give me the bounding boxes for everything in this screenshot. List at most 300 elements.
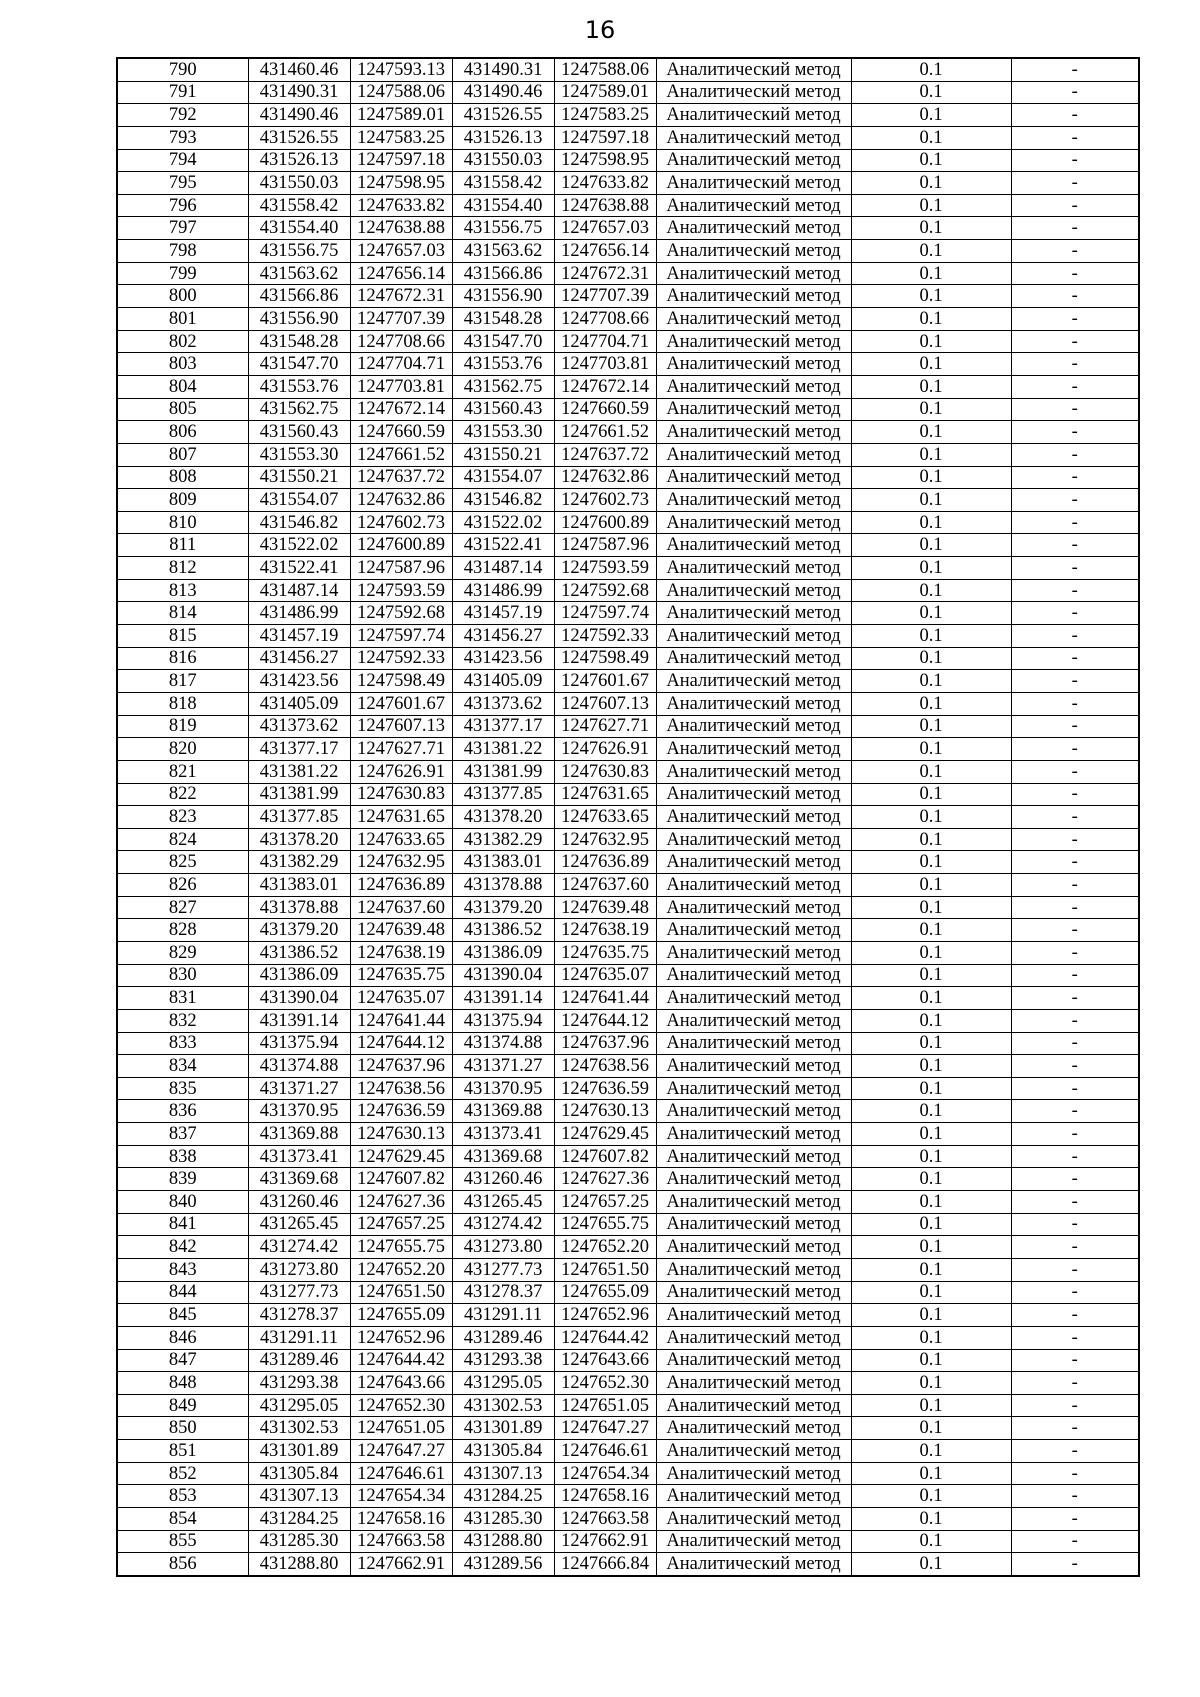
empty-mark-cell: - bbox=[1011, 421, 1139, 444]
accuracy-cell: 0.1 bbox=[851, 1145, 1011, 1168]
accuracy-cell: 0.1 bbox=[851, 330, 1011, 353]
y-end-cell: 1247588.06 bbox=[554, 58, 656, 81]
table-row bbox=[117, 896, 1139, 919]
empty-mark-cell: - bbox=[1011, 308, 1139, 331]
y-start-cell: 1247583.25 bbox=[350, 126, 452, 149]
x-start-cell: 431307.13 bbox=[248, 1485, 350, 1508]
point-number-cell: 855 bbox=[117, 1530, 248, 1553]
y-end-cell: 1247657.25 bbox=[554, 1191, 656, 1214]
x-start-cell: 431554.40 bbox=[248, 217, 350, 240]
empty-mark-cell: - bbox=[1011, 1258, 1139, 1281]
x-end-cell: 431274.42 bbox=[452, 1213, 554, 1236]
table-row bbox=[117, 1145, 1139, 1168]
empty-mark-cell: - bbox=[1011, 104, 1139, 127]
empty-mark-cell: - bbox=[1011, 262, 1139, 285]
y-end-cell: 1247587.96 bbox=[554, 534, 656, 557]
x-end-cell: 431550.21 bbox=[452, 443, 554, 466]
y-start-cell: 1247638.88 bbox=[350, 217, 452, 240]
method-cell: Аналитический метод bbox=[656, 602, 851, 625]
x-start-cell: 431566.86 bbox=[248, 285, 350, 308]
method-cell: Аналитический метод bbox=[656, 511, 851, 534]
point-number-cell: 805 bbox=[117, 398, 248, 421]
empty-mark-cell: - bbox=[1011, 1077, 1139, 1100]
method-cell: Аналитический метод bbox=[656, 330, 851, 353]
empty-mark-cell: - bbox=[1011, 602, 1139, 625]
accuracy-cell: 0.1 bbox=[851, 1032, 1011, 1055]
table-row bbox=[117, 964, 1139, 987]
method-cell: Аналитический метод bbox=[656, 896, 851, 919]
empty-mark-cell: - bbox=[1011, 81, 1139, 104]
table-row bbox=[117, 285, 1139, 308]
x-end-cell: 431301.89 bbox=[452, 1417, 554, 1440]
x-end-cell: 431487.14 bbox=[452, 557, 554, 580]
accuracy-cell: 0.1 bbox=[851, 1077, 1011, 1100]
y-start-cell: 1247627.36 bbox=[350, 1191, 452, 1214]
point-number-cell: 808 bbox=[117, 466, 248, 489]
method-cell: Аналитический метод bbox=[656, 874, 851, 897]
empty-mark-cell: - bbox=[1011, 1055, 1139, 1078]
empty-mark-cell: - bbox=[1011, 1553, 1139, 1576]
table-row bbox=[117, 511, 1139, 534]
point-number-cell: 828 bbox=[117, 919, 248, 942]
y-end-cell: 1247636.59 bbox=[554, 1077, 656, 1100]
empty-mark-cell: - bbox=[1011, 1281, 1139, 1304]
method-cell: Аналитический метод bbox=[656, 194, 851, 217]
y-start-cell: 1247631.65 bbox=[350, 806, 452, 829]
y-end-cell: 1247661.52 bbox=[554, 421, 656, 444]
point-number-cell: 852 bbox=[117, 1462, 248, 1485]
y-start-cell: 1247601.67 bbox=[350, 692, 452, 715]
y-start-cell: 1247598.95 bbox=[350, 172, 452, 195]
method-cell: Аналитический метод bbox=[656, 1349, 851, 1372]
x-start-cell: 431377.17 bbox=[248, 738, 350, 761]
x-end-cell: 431284.25 bbox=[452, 1485, 554, 1508]
table-row bbox=[117, 240, 1139, 263]
accuracy-cell: 0.1 bbox=[851, 285, 1011, 308]
y-start-cell: 1247641.44 bbox=[350, 1009, 452, 1032]
empty-mark-cell: - bbox=[1011, 941, 1139, 964]
y-end-cell: 1247583.25 bbox=[554, 104, 656, 127]
x-start-cell: 431382.29 bbox=[248, 851, 350, 874]
y-start-cell: 1247598.49 bbox=[350, 670, 452, 693]
x-end-cell: 431554.40 bbox=[452, 194, 554, 217]
table-row bbox=[117, 1349, 1139, 1372]
accuracy-cell: 0.1 bbox=[851, 240, 1011, 263]
x-start-cell: 431383.01 bbox=[248, 874, 350, 897]
accuracy-cell: 0.1 bbox=[851, 987, 1011, 1010]
y-start-cell: 1247592.68 bbox=[350, 602, 452, 625]
x-start-cell: 431381.99 bbox=[248, 783, 350, 806]
x-end-cell: 431305.84 bbox=[452, 1440, 554, 1463]
point-number-cell: 801 bbox=[117, 308, 248, 331]
table-row bbox=[117, 557, 1139, 580]
x-start-cell: 431278.37 bbox=[248, 1304, 350, 1327]
table-row bbox=[117, 1236, 1139, 1259]
y-start-cell: 1247638.56 bbox=[350, 1077, 452, 1100]
y-start-cell: 1247639.48 bbox=[350, 919, 452, 942]
accuracy-cell: 0.1 bbox=[851, 1191, 1011, 1214]
x-end-cell: 431553.30 bbox=[452, 421, 554, 444]
y-end-cell: 1247672.31 bbox=[554, 262, 656, 285]
y-end-cell: 1247592.68 bbox=[554, 579, 656, 602]
accuracy-cell: 0.1 bbox=[851, 1349, 1011, 1372]
y-start-cell: 1247592.33 bbox=[350, 647, 452, 670]
x-end-cell: 431423.56 bbox=[452, 647, 554, 670]
x-start-cell: 431390.04 bbox=[248, 987, 350, 1010]
y-start-cell: 1247661.52 bbox=[350, 443, 452, 466]
point-number-cell: 851 bbox=[117, 1440, 248, 1463]
table-row bbox=[117, 1213, 1139, 1236]
point-number-cell: 819 bbox=[117, 715, 248, 738]
x-start-cell: 431391.14 bbox=[248, 1009, 350, 1032]
method-cell: Аналитический метод bbox=[656, 217, 851, 240]
table-row bbox=[117, 1055, 1139, 1078]
y-start-cell: 1247630.13 bbox=[350, 1123, 452, 1146]
table-row bbox=[117, 625, 1139, 648]
y-end-cell: 1247703.81 bbox=[554, 353, 656, 376]
empty-mark-cell: - bbox=[1011, 987, 1139, 1010]
method-cell: Аналитический метод bbox=[656, 172, 851, 195]
table-row bbox=[117, 353, 1139, 376]
empty-mark-cell: - bbox=[1011, 1191, 1139, 1214]
x-end-cell: 431456.27 bbox=[452, 625, 554, 648]
table-row bbox=[117, 874, 1139, 897]
x-end-cell: 431562.75 bbox=[452, 375, 554, 398]
x-start-cell: 431373.62 bbox=[248, 715, 350, 738]
y-start-cell: 1247646.61 bbox=[350, 1462, 452, 1485]
point-number-cell: 838 bbox=[117, 1145, 248, 1168]
y-start-cell: 1247637.72 bbox=[350, 466, 452, 489]
accuracy-cell: 0.1 bbox=[851, 466, 1011, 489]
accuracy-cell: 0.1 bbox=[851, 421, 1011, 444]
x-end-cell: 431375.94 bbox=[452, 1009, 554, 1032]
accuracy-cell: 0.1 bbox=[851, 172, 1011, 195]
y-end-cell: 1247639.48 bbox=[554, 896, 656, 919]
method-cell: Аналитический метод bbox=[656, 579, 851, 602]
method-cell: Аналитический метод bbox=[656, 489, 851, 512]
table-row bbox=[117, 1372, 1139, 1395]
x-start-cell: 431291.11 bbox=[248, 1326, 350, 1349]
y-end-cell: 1247635.75 bbox=[554, 941, 656, 964]
y-start-cell: 1247704.71 bbox=[350, 353, 452, 376]
table-row bbox=[117, 466, 1139, 489]
method-cell: Аналитический метод bbox=[656, 1055, 851, 1078]
method-cell: Аналитический метод bbox=[656, 398, 851, 421]
x-start-cell: 431374.88 bbox=[248, 1055, 350, 1078]
accuracy-cell: 0.1 bbox=[851, 443, 1011, 466]
y-start-cell: 1247632.86 bbox=[350, 489, 452, 512]
y-end-cell: 1247646.61 bbox=[554, 1440, 656, 1463]
point-number-cell: 847 bbox=[117, 1349, 248, 1372]
accuracy-cell: 0.1 bbox=[851, 1508, 1011, 1531]
point-number-cell: 842 bbox=[117, 1236, 248, 1259]
x-end-cell: 431377.85 bbox=[452, 783, 554, 806]
point-number-cell: 790 bbox=[117, 58, 248, 81]
point-number-cell: 854 bbox=[117, 1508, 248, 1531]
method-cell: Аналитический метод bbox=[656, 58, 851, 81]
method-cell: Аналитический метод bbox=[656, 1372, 851, 1395]
x-end-cell: 431526.55 bbox=[452, 104, 554, 127]
empty-mark-cell: - bbox=[1011, 1213, 1139, 1236]
y-start-cell: 1247602.73 bbox=[350, 511, 452, 534]
table-row bbox=[117, 194, 1139, 217]
y-end-cell: 1247607.13 bbox=[554, 692, 656, 715]
x-start-cell: 431302.53 bbox=[248, 1417, 350, 1440]
x-end-cell: 431550.03 bbox=[452, 149, 554, 172]
y-start-cell: 1247654.34 bbox=[350, 1485, 452, 1508]
table-row bbox=[117, 217, 1139, 240]
accuracy-cell: 0.1 bbox=[851, 81, 1011, 104]
point-number-cell: 831 bbox=[117, 987, 248, 1010]
method-cell: Аналитический метод bbox=[656, 149, 851, 172]
y-end-cell: 1247654.34 bbox=[554, 1462, 656, 1485]
y-end-cell: 1247592.33 bbox=[554, 625, 656, 648]
y-end-cell: 1247647.27 bbox=[554, 1417, 656, 1440]
x-start-cell: 431526.13 bbox=[248, 149, 350, 172]
table-row bbox=[117, 1100, 1139, 1123]
table-row bbox=[117, 738, 1139, 761]
x-start-cell: 431288.80 bbox=[248, 1553, 350, 1576]
y-start-cell: 1247703.81 bbox=[350, 375, 452, 398]
table-row bbox=[117, 1530, 1139, 1553]
y-end-cell: 1247598.95 bbox=[554, 149, 656, 172]
empty-mark-cell: - bbox=[1011, 1417, 1139, 1440]
table-row bbox=[117, 1168, 1139, 1191]
method-cell: Аналитический метод bbox=[656, 421, 851, 444]
y-end-cell: 1247629.45 bbox=[554, 1123, 656, 1146]
y-end-cell: 1247652.96 bbox=[554, 1304, 656, 1327]
method-cell: Аналитический метод bbox=[656, 104, 851, 127]
x-end-cell: 431546.82 bbox=[452, 489, 554, 512]
point-number-cell: 834 bbox=[117, 1055, 248, 1078]
table-row bbox=[117, 1077, 1139, 1100]
empty-mark-cell: - bbox=[1011, 896, 1139, 919]
table-row bbox=[117, 1417, 1139, 1440]
x-start-cell: 431373.41 bbox=[248, 1145, 350, 1168]
y-end-cell: 1247633.82 bbox=[554, 172, 656, 195]
method-cell: Аналитический метод bbox=[656, 375, 851, 398]
x-start-cell: 431556.90 bbox=[248, 308, 350, 331]
x-start-cell: 431386.09 bbox=[248, 964, 350, 987]
method-cell: Аналитический метод bbox=[656, 783, 851, 806]
method-cell: Аналитический метод bbox=[656, 760, 851, 783]
y-start-cell: 1247630.83 bbox=[350, 783, 452, 806]
y-start-cell: 1247607.82 bbox=[350, 1168, 452, 1191]
method-cell: Аналитический метод bbox=[656, 851, 851, 874]
empty-mark-cell: - bbox=[1011, 285, 1139, 308]
table-row bbox=[117, 1009, 1139, 1032]
y-end-cell: 1247631.65 bbox=[554, 783, 656, 806]
y-start-cell: 1247597.18 bbox=[350, 149, 452, 172]
point-number-cell: 814 bbox=[117, 602, 248, 625]
y-end-cell: 1247672.14 bbox=[554, 375, 656, 398]
empty-mark-cell: - bbox=[1011, 240, 1139, 263]
method-cell: Аналитический метод bbox=[656, 1236, 851, 1259]
y-start-cell: 1247636.89 bbox=[350, 874, 452, 897]
empty-mark-cell: - bbox=[1011, 443, 1139, 466]
y-end-cell: 1247660.59 bbox=[554, 398, 656, 421]
x-end-cell: 431289.56 bbox=[452, 1553, 554, 1576]
x-end-cell: 431526.13 bbox=[452, 126, 554, 149]
x-start-cell: 431273.80 bbox=[248, 1258, 350, 1281]
y-start-cell: 1247708.66 bbox=[350, 330, 452, 353]
x-start-cell: 431423.56 bbox=[248, 670, 350, 693]
point-number-cell: 802 bbox=[117, 330, 248, 353]
x-start-cell: 431260.46 bbox=[248, 1191, 350, 1214]
accuracy-cell: 0.1 bbox=[851, 1394, 1011, 1417]
y-start-cell: 1247597.74 bbox=[350, 625, 452, 648]
table-row bbox=[117, 421, 1139, 444]
x-end-cell: 431405.09 bbox=[452, 670, 554, 693]
accuracy-cell: 0.1 bbox=[851, 783, 1011, 806]
y-start-cell: 1247587.96 bbox=[350, 557, 452, 580]
x-start-cell: 431460.46 bbox=[248, 58, 350, 81]
x-end-cell: 431566.86 bbox=[452, 262, 554, 285]
x-start-cell: 431284.25 bbox=[248, 1508, 350, 1531]
accuracy-cell: 0.1 bbox=[851, 625, 1011, 648]
point-number-cell: 795 bbox=[117, 172, 248, 195]
y-start-cell: 1247636.59 bbox=[350, 1100, 452, 1123]
table-row bbox=[117, 58, 1139, 81]
empty-mark-cell: - bbox=[1011, 194, 1139, 217]
x-end-cell: 431260.46 bbox=[452, 1168, 554, 1191]
y-start-cell: 1247672.31 bbox=[350, 285, 452, 308]
point-number-cell: 811 bbox=[117, 534, 248, 557]
x-end-cell: 431302.53 bbox=[452, 1394, 554, 1417]
accuracy-cell: 0.1 bbox=[851, 1281, 1011, 1304]
table-row bbox=[117, 489, 1139, 512]
y-start-cell: 1247655.09 bbox=[350, 1304, 452, 1327]
accuracy-cell: 0.1 bbox=[851, 104, 1011, 127]
method-cell: Аналитический метод bbox=[656, 1485, 851, 1508]
y-end-cell: 1247656.14 bbox=[554, 240, 656, 263]
accuracy-cell: 0.1 bbox=[851, 557, 1011, 580]
accuracy-cell: 0.1 bbox=[851, 896, 1011, 919]
table-row bbox=[117, 579, 1139, 602]
table-row bbox=[117, 126, 1139, 149]
table-row bbox=[117, 1281, 1139, 1304]
y-end-cell: 1247638.56 bbox=[554, 1055, 656, 1078]
accuracy-cell: 0.1 bbox=[851, 1168, 1011, 1191]
point-number-cell: 804 bbox=[117, 375, 248, 398]
accuracy-cell: 0.1 bbox=[851, 149, 1011, 172]
empty-mark-cell: - bbox=[1011, 217, 1139, 240]
empty-mark-cell: - bbox=[1011, 874, 1139, 897]
empty-mark-cell: - bbox=[1011, 625, 1139, 648]
y-start-cell: 1247707.39 bbox=[350, 308, 452, 331]
method-cell: Аналитический метод bbox=[656, 670, 851, 693]
y-end-cell: 1247707.39 bbox=[554, 285, 656, 308]
x-end-cell: 431277.73 bbox=[452, 1258, 554, 1281]
x-end-cell: 431553.76 bbox=[452, 353, 554, 376]
empty-mark-cell: - bbox=[1011, 375, 1139, 398]
accuracy-cell: 0.1 bbox=[851, 194, 1011, 217]
point-number-cell: 816 bbox=[117, 647, 248, 670]
empty-mark-cell: - bbox=[1011, 579, 1139, 602]
method-cell: Аналитический метод bbox=[656, 806, 851, 829]
y-start-cell: 1247637.60 bbox=[350, 896, 452, 919]
y-start-cell: 1247626.91 bbox=[350, 760, 452, 783]
table-row bbox=[117, 1394, 1139, 1417]
page-number: 16 bbox=[584, 16, 616, 44]
method-cell: Аналитический метод bbox=[656, 1009, 851, 1032]
table-row bbox=[117, 1032, 1139, 1055]
table-row bbox=[117, 760, 1139, 783]
x-end-cell: 431556.75 bbox=[452, 217, 554, 240]
y-end-cell: 1247589.01 bbox=[554, 81, 656, 104]
x-start-cell: 431375.94 bbox=[248, 1032, 350, 1055]
empty-mark-cell: - bbox=[1011, 1485, 1139, 1508]
y-end-cell: 1247597.18 bbox=[554, 126, 656, 149]
empty-mark-cell: - bbox=[1011, 330, 1139, 353]
empty-mark-cell: - bbox=[1011, 126, 1139, 149]
point-number-cell: 825 bbox=[117, 851, 248, 874]
point-number-cell: 806 bbox=[117, 421, 248, 444]
x-start-cell: 431490.31 bbox=[248, 81, 350, 104]
x-end-cell: 431371.27 bbox=[452, 1055, 554, 1078]
accuracy-cell: 0.1 bbox=[851, 262, 1011, 285]
table-row bbox=[117, 534, 1139, 557]
x-start-cell: 431553.76 bbox=[248, 375, 350, 398]
table-row bbox=[117, 828, 1139, 851]
x-start-cell: 431277.73 bbox=[248, 1281, 350, 1304]
accuracy-cell: 0.1 bbox=[851, 1236, 1011, 1259]
x-start-cell: 431550.03 bbox=[248, 172, 350, 195]
y-start-cell: 1247607.13 bbox=[350, 715, 452, 738]
x-end-cell: 431386.52 bbox=[452, 919, 554, 942]
point-number-cell: 841 bbox=[117, 1213, 248, 1236]
method-cell: Аналитический метод bbox=[656, 262, 851, 285]
y-start-cell: 1247652.96 bbox=[350, 1326, 452, 1349]
y-start-cell: 1247644.12 bbox=[350, 1032, 452, 1055]
x-start-cell: 431490.46 bbox=[248, 104, 350, 127]
accuracy-cell: 0.1 bbox=[851, 58, 1011, 81]
point-number-cell: 809 bbox=[117, 489, 248, 512]
y-start-cell: 1247672.14 bbox=[350, 398, 452, 421]
empty-mark-cell: - bbox=[1011, 1462, 1139, 1485]
y-end-cell: 1247633.65 bbox=[554, 806, 656, 829]
empty-mark-cell: - bbox=[1011, 783, 1139, 806]
x-start-cell: 431285.30 bbox=[248, 1530, 350, 1553]
accuracy-cell: 0.1 bbox=[851, 353, 1011, 376]
x-start-cell: 431370.95 bbox=[248, 1100, 350, 1123]
method-cell: Аналитический метод bbox=[656, 941, 851, 964]
accuracy-cell: 0.1 bbox=[851, 1258, 1011, 1281]
y-end-cell: 1247627.36 bbox=[554, 1168, 656, 1191]
y-end-cell: 1247637.72 bbox=[554, 443, 656, 466]
table-row bbox=[117, 1485, 1139, 1508]
table-row bbox=[117, 670, 1139, 693]
y-end-cell: 1247651.05 bbox=[554, 1394, 656, 1417]
point-number-cell: 836 bbox=[117, 1100, 248, 1123]
table-row bbox=[117, 1462, 1139, 1485]
method-cell: Аналитический метод bbox=[656, 285, 851, 308]
point-number-cell: 839 bbox=[117, 1168, 248, 1191]
accuracy-cell: 0.1 bbox=[851, 828, 1011, 851]
method-cell: Аналитический метод bbox=[656, 987, 851, 1010]
empty-mark-cell: - bbox=[1011, 149, 1139, 172]
point-number-cell: 846 bbox=[117, 1326, 248, 1349]
table-row bbox=[117, 172, 1139, 195]
point-number-cell: 840 bbox=[117, 1191, 248, 1214]
x-end-cell: 431381.22 bbox=[452, 738, 554, 761]
point-number-cell: 837 bbox=[117, 1123, 248, 1146]
accuracy-cell: 0.1 bbox=[851, 1100, 1011, 1123]
accuracy-cell: 0.1 bbox=[851, 692, 1011, 715]
table-row bbox=[117, 330, 1139, 353]
point-number-cell: 856 bbox=[117, 1553, 248, 1576]
y-start-cell: 1247635.07 bbox=[350, 987, 452, 1010]
